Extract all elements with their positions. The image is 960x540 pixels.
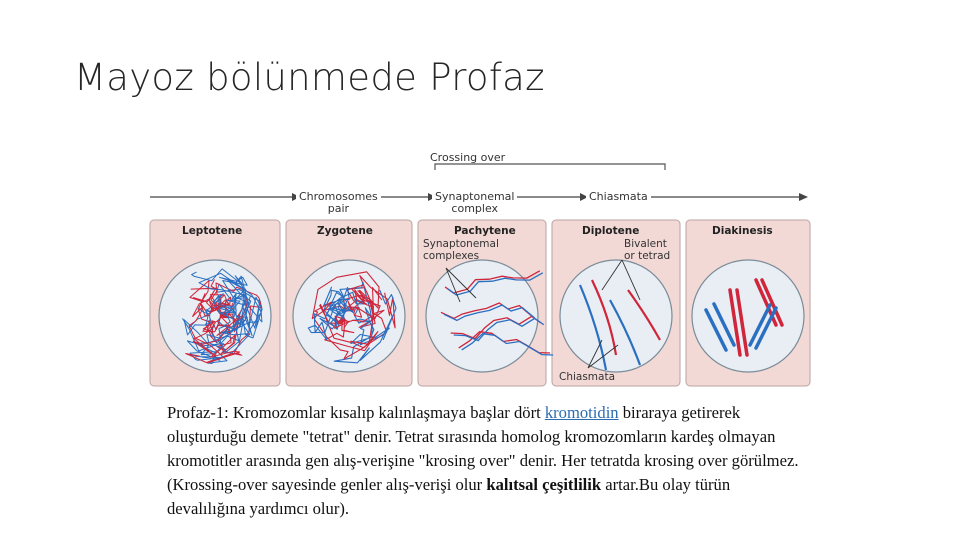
figure-graphics [140, 140, 820, 400]
slide-title: Mayoz bölünmede Profaz [74, 56, 545, 99]
timeline-arrowhead [799, 193, 808, 201]
panel-title-pachytene: Pachytene [454, 225, 516, 237]
panel-title-diakinesis: Diakinesis [712, 225, 773, 237]
panel-title-zygotene: Zygotene [317, 225, 373, 237]
kromotidin-link[interactable]: kromotidin [544, 403, 619, 422]
description-text-2: biraraya getirerek oluşturduğu demete "tetrat" denir. Tetrat sırasında homolog kromozomların kardeş olmayan kromotitler arasında gen alış-verişine "krosing over" denir. Her tetratda krosing over görülmez. (Krossing-over sayesinde genler alış-verişi olur [167, 403, 799, 494]
meiosis-prophase-figure [140, 140, 820, 400]
crossing-over-bracket [435, 164, 665, 170]
stage-label-chiasmata: Chiasmata [586, 191, 651, 203]
panel-title-leptotene: Leptotene [182, 225, 243, 237]
nucleus-zygotene [293, 260, 405, 372]
crossing-over-label: Crossing over [430, 151, 506, 164]
description-text-3: artar.Bu olay türün devalılığına yardımcı olur). [167, 475, 731, 518]
panel-title-diplotene: Diplotene [582, 225, 640, 237]
note-bivalent-or-tetrad: Bivalent or tetrad [624, 238, 671, 262]
stage-label-chromosomes-pair: Chromosomes pair [296, 191, 381, 215]
nucleus-diplotene [560, 260, 672, 372]
description-bold-term: kalıtsal çeşitlilik [486, 475, 602, 494]
stage-label-synaptonemal-complex: Synaptonemal complex [432, 191, 517, 215]
nucleus-pachytene [426, 260, 538, 372]
note-synaptonemal-complexes: Synaptonemal complexes [423, 238, 499, 262]
prophase-description [167, 401, 807, 521]
description-text-1: Profaz-1: Kromozomlar kısalıp kalınlaşmaya başlar dört [167, 403, 545, 422]
note-chiasmata: Chiasmata [559, 371, 616, 383]
